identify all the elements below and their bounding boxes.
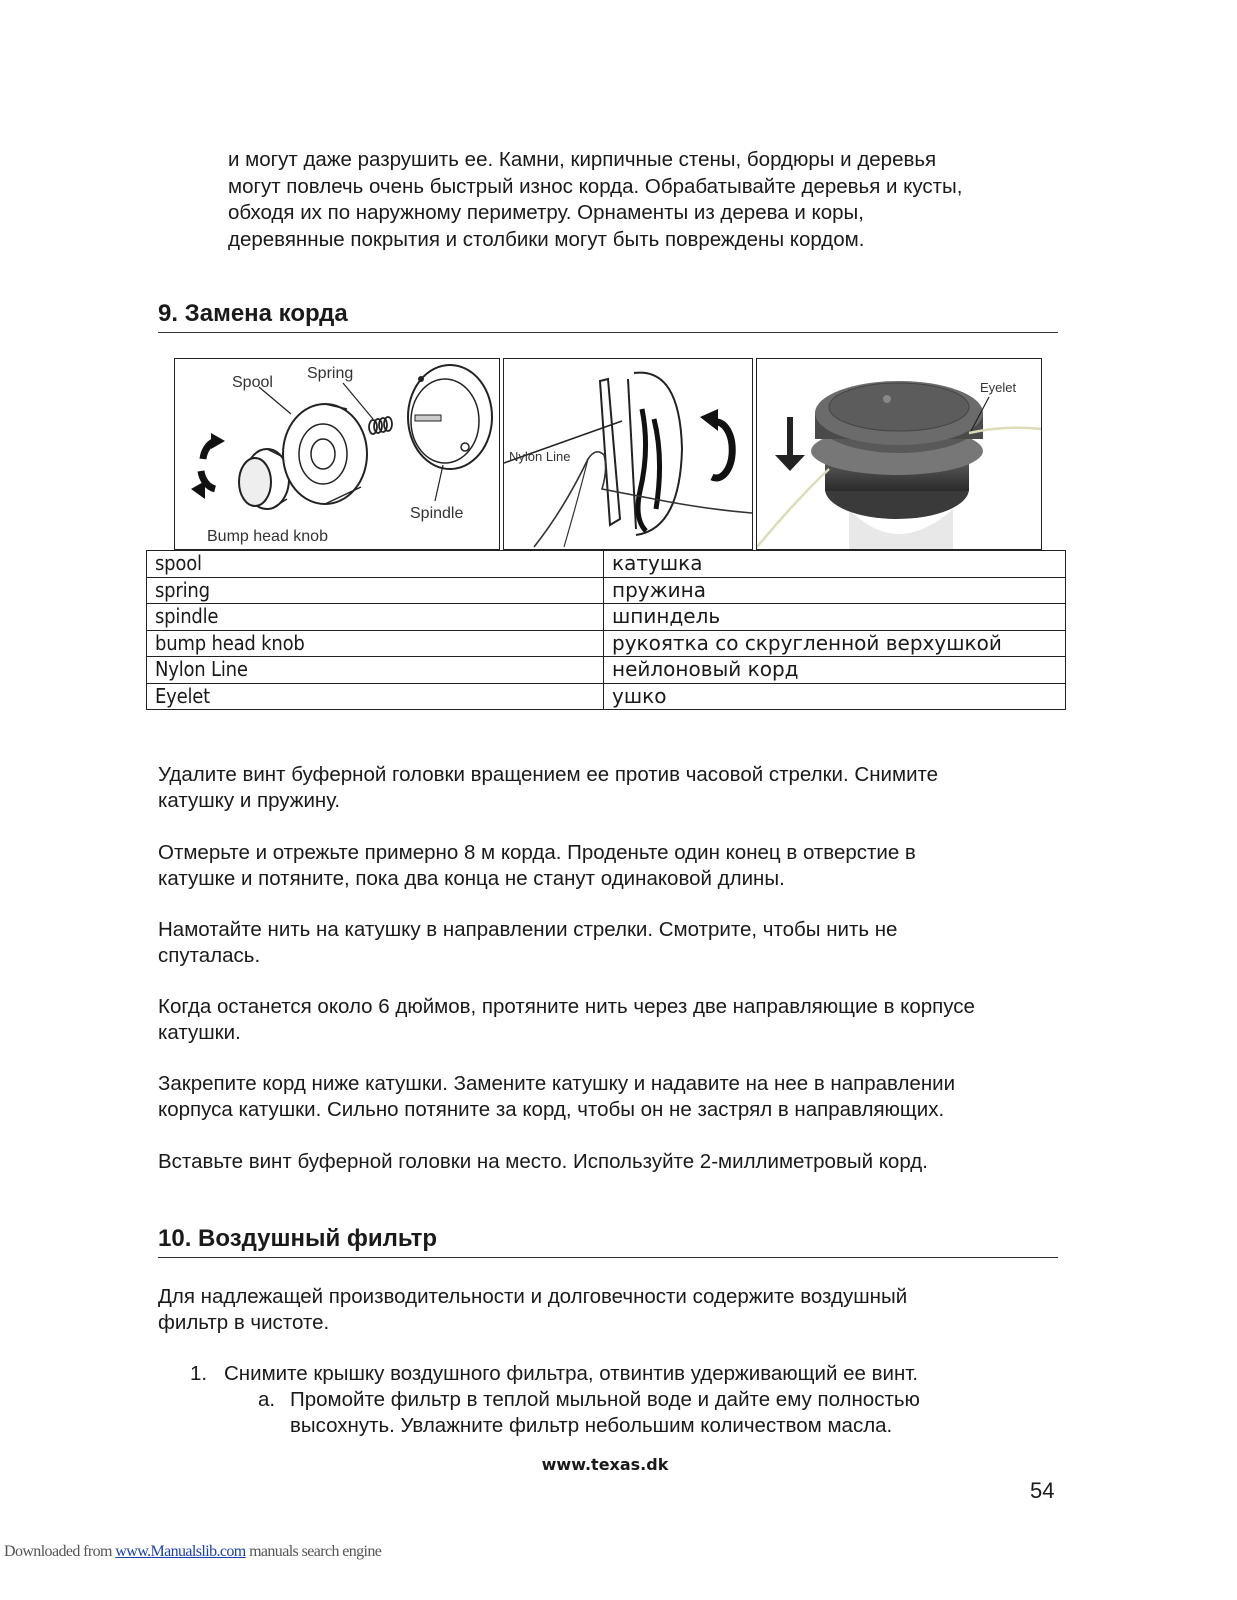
step-paragraph	[158, 840, 1068, 892]
glossary-ru: пружина	[604, 577, 1066, 604]
glossary-en: spindle	[147, 604, 604, 631]
step-paragraph	[158, 917, 1068, 969]
label-spool: Spool	[232, 374, 273, 391]
list-number: 1.	[190, 1362, 208, 1385]
glossary-ru: рукоятка со скругленной верхушкой	[604, 630, 1066, 657]
intro-line: фильтр в чистоте.	[158, 1311, 330, 1334]
glossary-table	[146, 550, 1066, 710]
glossary-en: bump head knob	[147, 630, 604, 657]
intro-line: и могут даже разрушить ее. Камни, кирпичные стены, бордюры и деревья	[228, 148, 937, 171]
table-row	[147, 657, 1066, 684]
footer-text: Downloaded from	[4, 1543, 112, 1560]
step-line: корпуса катушки. Сильно потяните за корд, чтобы он не застрял в направляющих.	[158, 1098, 945, 1121]
table-row	[147, 630, 1066, 657]
intro-paragraph	[228, 147, 1088, 253]
label-spindle: Spindle	[410, 505, 464, 522]
figure-winding-line	[503, 358, 753, 550]
list-subitem	[258, 1387, 1058, 1439]
glossary-ru: ушко	[604, 683, 1066, 710]
list-text: Снимите крышку воздушного фильтра, отвинтив удерживающий ее винт.	[224, 1362, 919, 1385]
list-line: высохнуть. Увлажните фильтр небольшим количеством масла.	[290, 1414, 893, 1437]
glossary-en: Eyelet	[147, 683, 604, 710]
step-line: Намотайте нить на катушку в направлении стрелки. Смотрите, чтобы нить не	[158, 918, 898, 941]
step-paragraph	[158, 994, 1068, 1046]
step-line: Когда останется около 6 дюймов, протяните нить через две направляющие в корпусе	[158, 995, 975, 1018]
step-line: Вставьте винт буферной головки на место. Используйте 2-миллиметровый корд.	[158, 1150, 928, 1173]
label-nylon-line: Nylon Line	[509, 449, 571, 464]
intro-line: могут повлечь очень быстрый износ корда. Обрабатывайте деревья и кусты,	[228, 174, 963, 198]
table-row	[147, 577, 1066, 604]
manualslib-link[interactable]: www.Manualslib.com	[115, 1543, 246, 1560]
intro-line: деревянные покрытия и столбики могут быть повреждены кордом.	[228, 227, 865, 251]
page-number: 54	[1030, 1478, 1055, 1503]
step-paragraph	[158, 1071, 1068, 1123]
step-line: катушке и потяните, пока два конца не станут одинаковой длины.	[158, 867, 785, 890]
download-footer	[4, 1543, 381, 1561]
step-line: катушку и пружину.	[158, 789, 341, 812]
intro-line: Для надлежащей производительности и долговечности содержите воздушный	[158, 1285, 908, 1308]
step-line: Закрепите корд ниже катушки. Замените катушку и надавите на нее в направлении	[158, 1072, 956, 1095]
list-text	[258, 1387, 1058, 1439]
table-row	[147, 604, 1066, 631]
label-bump-head-knob: Bump head knob	[207, 528, 328, 545]
section-9-heading: 9. Замена корда	[158, 300, 1058, 333]
section-10-intro	[158, 1284, 1068, 1336]
list-line: Промойте фильтр в теплой мыльной воде и дайте ему полностью	[290, 1388, 920, 1411]
list-letter: a.	[258, 1388, 276, 1411]
label-spring: Spring	[307, 365, 354, 382]
glossary-ru: катушка	[604, 551, 1066, 578]
website-url: www.texas.dk	[541, 1455, 669, 1474]
step-line: спуталась.	[158, 944, 261, 967]
step-line: Отмерьте и отрежьте примерно 8 м корда. Проденьте один конец в отверстие в	[158, 841, 916, 864]
step-line: катушки.	[158, 1021, 241, 1044]
figure-spool-photo	[756, 358, 1042, 550]
step-paragraph	[158, 1149, 1068, 1175]
intro-line: обходя их по наружному периметру. Орнаменты из дерева и коры,	[228, 201, 864, 224]
table-row	[147, 683, 1066, 710]
glossary-ru: нейлоновый корд	[604, 657, 1066, 684]
glossary-en: spring	[147, 577, 604, 604]
footer-text: manuals search engine	[249, 1543, 382, 1560]
label-eyelet: Eyelet	[980, 380, 1017, 395]
table-row	[147, 551, 1066, 578]
glossary-en: Nylon Line	[147, 657, 604, 684]
glossary-en: spool	[147, 551, 604, 578]
glossary-ru: шпиндель	[604, 604, 1066, 631]
figure-exploded-view	[174, 358, 500, 550]
list-item	[190, 1361, 1070, 1387]
step-line: Удалите винт буферной головки вращением ее против часовой стрелки. Снимите	[158, 763, 939, 786]
step-paragraph	[158, 762, 1068, 814]
section-10-heading: 10. Воздушный фильтр	[158, 1225, 1058, 1258]
